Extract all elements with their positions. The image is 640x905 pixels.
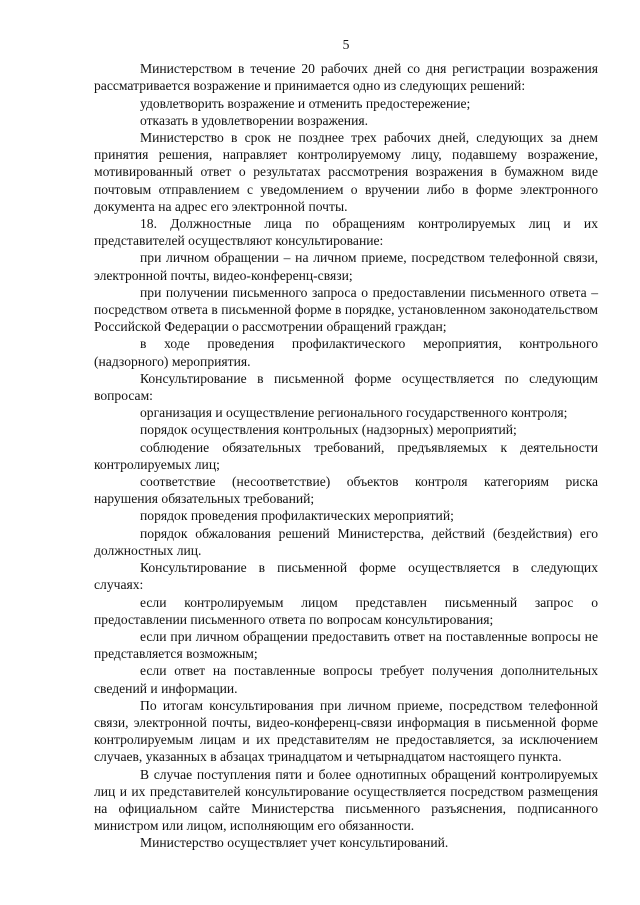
paragraph: Министерство осуществляет учет консультирований. <box>140 835 449 851</box>
paragraph: 18. Должностные лица по обращениям контролируемых лиц и их представителей осуществляют консультирование: <box>94 216 598 249</box>
paragraph: удовлетворить возражение и отменить предостережение; <box>140 95 471 111</box>
paragraph: если ответ на поставленные вопросы требует получения дополнительных сведений и информации. <box>94 663 598 696</box>
paragraph: соответствие (несоответствие) объектов контроля категориям риска нарушения обязательных требований; <box>94 474 598 507</box>
paragraph: Консультирование в письменной форме осуществляется в следующих случаях: <box>94 560 598 593</box>
paragraph: Министерство в срок не позднее трех рабочих дней, следующих за днем принятия решения, направляет контролируемому лицу, подавшему возражение, мотивированный ответ о результатах рассмотрения возражения в бумажном виде почтовым отправлением с уведомлением о вручении либо в форме электронного документа на адрес его электронной почты. <box>94 130 598 214</box>
paragraph: при личном обращении – на личном приеме, посредством телефонной связи, электронной почты, видео-конференц-связи; <box>94 250 598 283</box>
paragraph: Консультирование в письменной форме осуществляется по следующим вопросам: <box>94 370 598 404</box>
paragraph: По итогам консультирования при личном приеме, посредством телефонной связи, электронной почты, видео-конференц-связи информация в письменной форме контролируемым лицам и их представителям не предоставляется, за исключением случаев, указанных в абзацах тринадцатом и четырнадцатом настоящего пункта. <box>94 697 598 765</box>
paragraph: в ходе проведения профилактического мероприятия, контрольного (надзорного) мероприятия. <box>94 336 598 369</box>
paragraph: если контролируемым лицом представлен письменный запрос о предоставлении письменного ответа по вопросам консультирования; <box>94 594 598 627</box>
paragraph: организация и осуществление регионального государственного контроля; <box>140 405 568 421</box>
document-page <box>94 36 598 852</box>
page-number: 5 <box>342 37 350 52</box>
paragraph: если при личном обращении предоставить ответ на поставленные вопросы не представляется возможным; <box>94 628 598 662</box>
paragraph: соблюдение обязательных требований, предъявляемых к деятельности контролируемых лиц; <box>94 439 598 472</box>
paragraph: порядок проведения профилактических мероприятий; <box>140 508 454 524</box>
paragraph: В случае поступления пяти и более однотипных обращений контролируемых лиц и их представителей консультирование осуществляется посредством размещения на официальном сайте Министерства письменного разъяснения, подписанного министром или лицом, исполняющим его обязанности. <box>94 766 598 834</box>
paragraph: отказать в удовлетворении возражения. <box>140 112 368 128</box>
paragraph: при получении письменного запроса о предоставлении письменного ответа – посредством ответа в письменной форме в порядке, установленном законодательством Российской Федерации о рассмотрении обращений граждан; <box>94 284 598 335</box>
paragraph: порядок осуществления контрольных (надзорных) мероприятий; <box>140 422 517 438</box>
paragraph: порядок обжалования решений Министерства, действий (бездействия) его должностных лиц. <box>94 525 598 558</box>
paragraph: Министерством в течение 20 рабочих дней со дня регистрации возражения рассматривается возражение и принимается одно из следующих решений: <box>94 61 598 94</box>
